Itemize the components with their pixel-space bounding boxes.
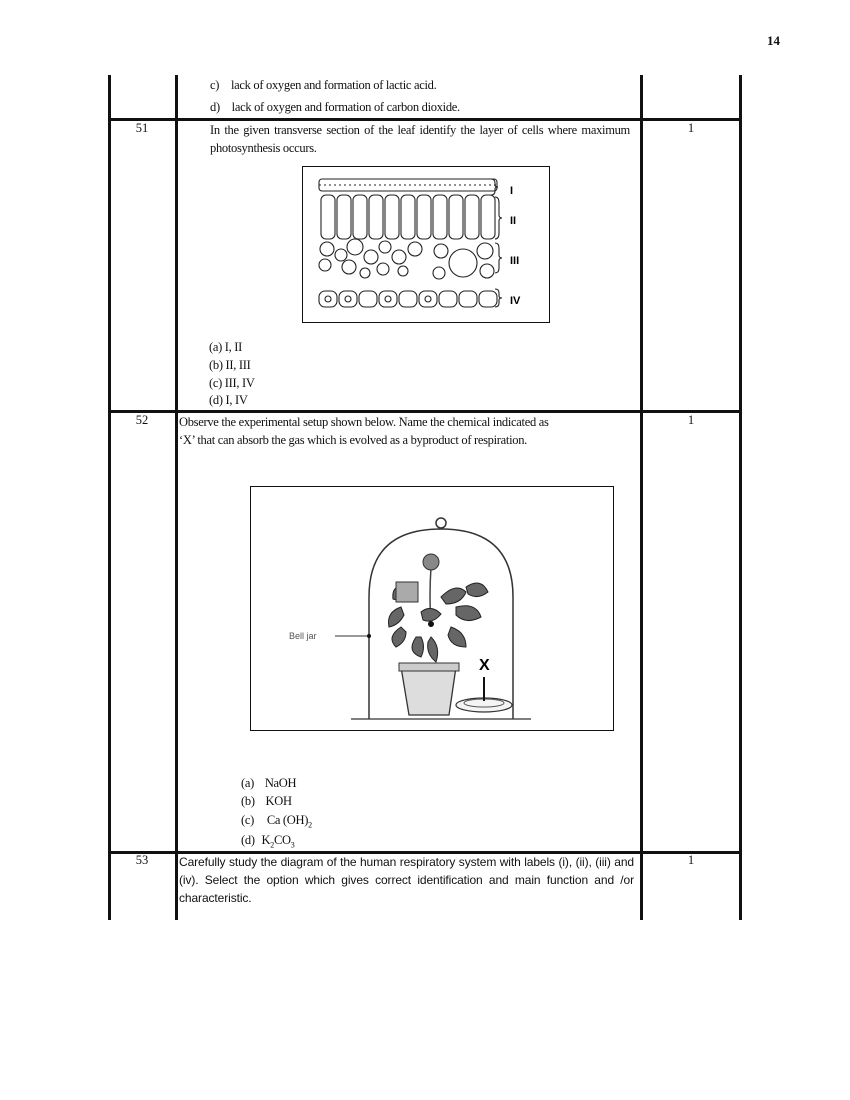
question-number-52: 52 — [135, 413, 149, 427]
option-label: d) — [210, 100, 220, 114]
option-text: lack of oxygen and formation of lactic acid. — [230, 78, 437, 92]
chemical-x-label: X — [479, 657, 490, 674]
q52-option-b — [241, 792, 292, 810]
q51-option-c: (c) III, IV — [209, 376, 255, 390]
q52-option-a — [241, 774, 296, 792]
option-text: Ca (OH) — [266, 813, 309, 827]
leaf-cross-section-image — [303, 167, 549, 322]
prev-option-c — [210, 76, 436, 94]
bell-jar-figure — [250, 486, 614, 731]
option-text: K — [261, 833, 271, 847]
option-label: (a) — [241, 776, 254, 790]
q51-option-d: (d) I, IV — [209, 393, 248, 407]
layer-label-iii: III — [510, 255, 520, 267]
table-border-right — [739, 75, 742, 920]
table-border-col2 — [175, 75, 178, 920]
marks-52: 1 — [687, 413, 695, 427]
layer-label-ii: II — [510, 215, 517, 227]
marks-53: 1 — [687, 853, 695, 867]
bell-jar-label: Bell jar — [289, 631, 317, 641]
q51-option-b: (b) II, III — [209, 358, 251, 372]
layer-label-iv: IV — [510, 295, 521, 307]
option-label: (b) — [241, 794, 255, 808]
question-number-53: 53 — [135, 853, 149, 867]
marks-51: 1 — [687, 121, 695, 135]
option-text-2: CO — [273, 833, 291, 847]
subscript: 2 — [270, 840, 274, 850]
table-border-col3 — [640, 75, 643, 920]
question-text-51: In the given transverse section of the leaf identify the layer of cells where maximum photosynthesis occurs. — [210, 123, 630, 155]
option-text: KOH — [265, 794, 292, 808]
q51-option-a: (a) I, II — [209, 340, 243, 354]
question-text-52-line2: ‘X’ that can absorb the gas which is evolved as a byproduct of respiration. — [179, 433, 527, 447]
layer-label-i: I — [510, 185, 514, 197]
option-label: (c) — [241, 813, 254, 827]
bell-jar-setup-image — [251, 487, 613, 730]
subscript: 2 — [308, 820, 312, 830]
question-text-53: Carefully study the diagram of the human respiratory system with labels (i), (ii), (iii) and (iv). Select the option which gives correct identification and main function and /or characteristic. — [179, 855, 634, 905]
q52-option-d — [241, 831, 294, 855]
page-number: 14 — [767, 33, 780, 48]
subscript: 3 — [290, 840, 295, 850]
option-text: lack of oxygen and formation of carbon dioxide. — [231, 100, 460, 114]
option-label: (d) — [241, 833, 255, 847]
leaf-section-figure — [302, 166, 550, 323]
table-border-left — [108, 75, 111, 920]
question-text-52-line1: Observe the experimental setup shown below. Name the chemical indicated as — [179, 415, 549, 429]
option-label: c) — [210, 78, 220, 92]
prev-option-d — [210, 98, 460, 116]
option-text: NaOH — [264, 776, 297, 790]
question-number-51: 51 — [135, 121, 149, 135]
